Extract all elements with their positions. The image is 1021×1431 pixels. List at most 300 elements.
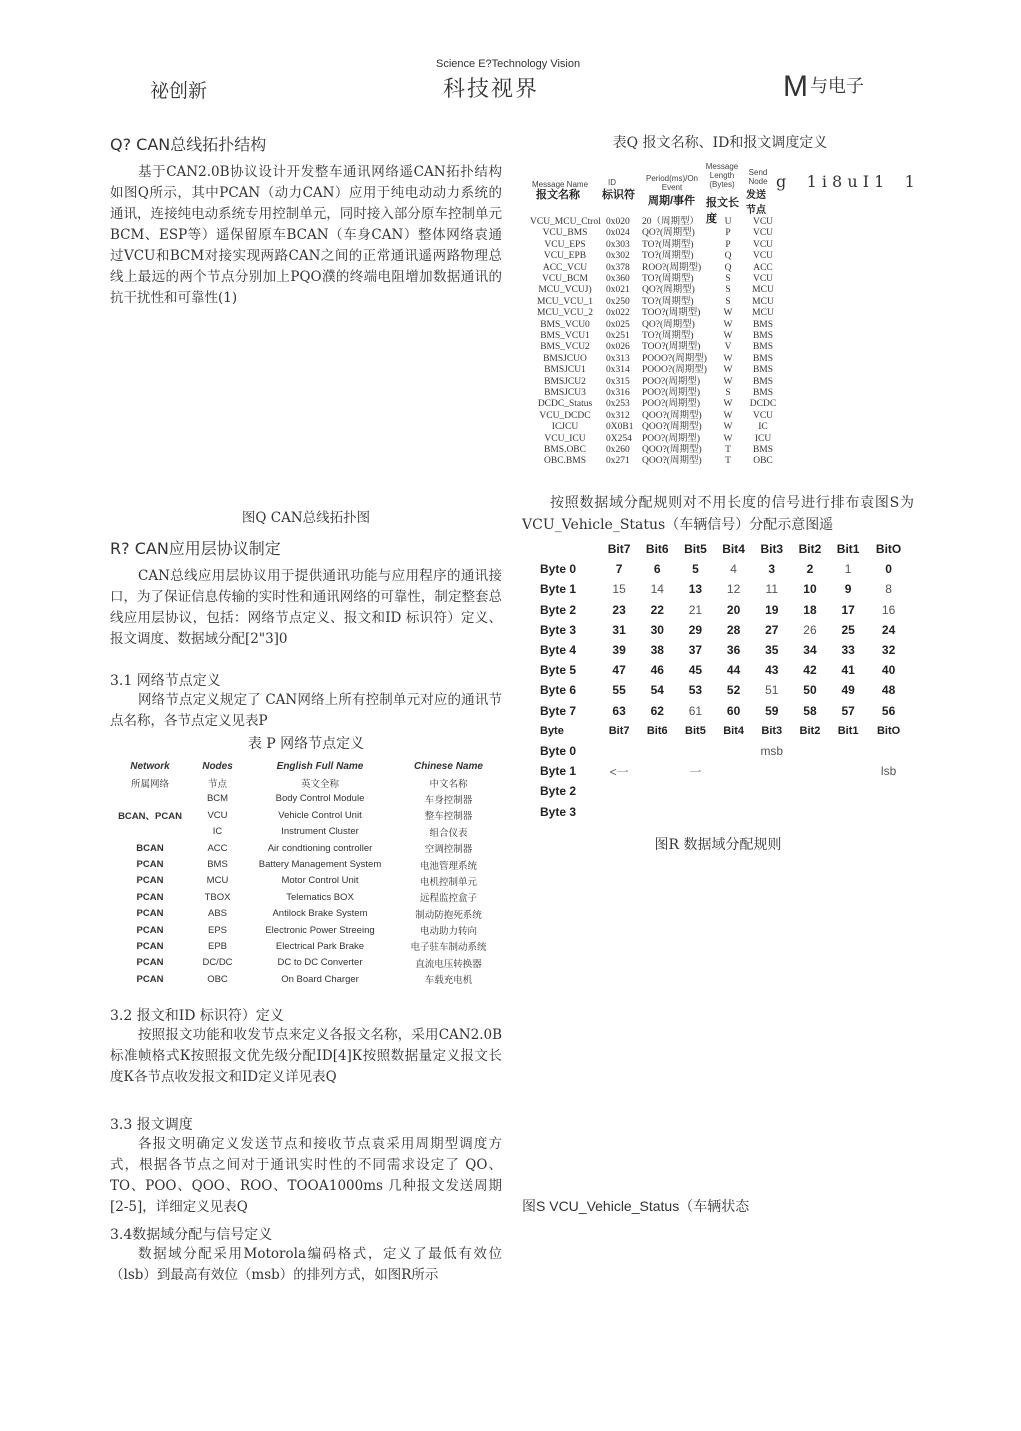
grid-bit-cell: 35 (765, 643, 779, 658)
net-cell-english: Instrument Cluster (281, 826, 359, 838)
net-cell-network: PCAN (136, 891, 164, 903)
grid-bit-cell: 46 (650, 663, 664, 678)
grid-byte-label: Byte 3 (540, 622, 577, 637)
grid-lower-cell (829, 761, 867, 781)
grid-lower-cell (829, 741, 867, 761)
net-table-row (110, 889, 502, 905)
net-table-row (110, 906, 502, 922)
net-table-row (110, 955, 502, 971)
msg-cell-name: VCU_BMS (542, 228, 588, 239)
grid-bit-cell: 26 (803, 622, 817, 637)
msg-cell-length: W (723, 376, 733, 387)
msg-cell-period: POOO?(周期型) (642, 365, 707, 376)
grid-lower-cell (600, 781, 638, 801)
grid-bit-cell: 25 (841, 622, 855, 637)
section-3-3-title: 3.3 报文调度 (110, 1117, 193, 1133)
msg-cell-name: VCU_MCU_Ctrol (530, 217, 601, 227)
msg-cell-length: S (725, 388, 731, 398)
net-cell-chinese: 电子驻车制动系统 (410, 942, 487, 954)
grid-byte-row (540, 660, 910, 680)
grid-bit-cell: 49 (841, 683, 855, 698)
section-3-paragraph: CAN总线应用层协议用于提供通讯功能与应用程序的通讯接口，为了保证信息传输的实时性和通讯网络的可靠性，制定整套总线应用层协议，包括：网络节点定义、报文和ID 标识符）定义、报文调度、数据域分配[2"3]0 (110, 568, 502, 647)
grid-lower-cell: 一 (689, 764, 702, 779)
net-col-chinese: Chinese Name (414, 760, 483, 772)
header-left-text: 祕创新 (150, 80, 208, 102)
grid-byte-row (540, 600, 910, 620)
net-table-row (110, 791, 502, 807)
net-table-row (110, 807, 502, 823)
grid-bit-cell: 32 (881, 643, 896, 658)
net-cell-chinese: 车身控制器 (424, 794, 473, 806)
grid-byte-row (540, 701, 910, 721)
msg-table-row (530, 445, 920, 456)
msg-cell-name: OBC.BMS (544, 456, 586, 467)
msg-cell-id: 0x302 (606, 251, 630, 262)
msg-table-row (530, 308, 920, 319)
msg-table-row (530, 297, 920, 308)
net-cell-chinese: 直流电压转换器 (415, 958, 482, 970)
msg-cell-id: 0x026 (606, 342, 630, 353)
grid-lower-header-cell: Bit3 (761, 724, 783, 737)
grid-byte-label: Byte 5 (540, 663, 577, 678)
msg-cell-name: VCU_ICU (544, 433, 586, 444)
msg-cell-name: VCU_DCDC (539, 410, 591, 421)
msg-cell-name: ACC_VCU (542, 262, 588, 273)
figure-1-caption: 图Q CAN总线拓扑图 (241, 510, 371, 526)
grid-lower-cell (638, 761, 676, 781)
msg-table-row (530, 320, 920, 331)
msg-cell-period: QOO?(周期型) (642, 456, 702, 467)
msg-cell-send: MCU (752, 308, 774, 319)
msg-cell-period: TO?(周期型) (642, 251, 694, 262)
grid-lower-cell (715, 801, 753, 821)
msg-cell-period: TO?(周期型) (642, 274, 694, 284)
net-cell-node: BMS (207, 859, 228, 871)
msg-cell-send: BMS (752, 445, 774, 455)
grid-bit-cell: 27 (765, 622, 779, 637)
msg-cell-length: Q (724, 262, 732, 273)
net-cell-node: EPS (207, 924, 227, 936)
msg-cell-send: VCU (752, 228, 774, 239)
msg-cell-name: ICJCU (551, 422, 579, 433)
grid-corner (540, 539, 600, 559)
msg-cell-length: W (723, 365, 733, 376)
msg-table-row (530, 240, 920, 251)
msg-cell-period: POOO?(周期型) (642, 353, 707, 364)
msg-cell-name: BMS_VCU2 (540, 342, 590, 353)
msg-cell-length: T (725, 456, 731, 467)
grid-bit-cell: 54 (650, 683, 664, 698)
net-col-nodes: Nodes (202, 760, 233, 772)
journal-title: 科技视界 (443, 77, 540, 102)
net-cell-network: BCAN、PCAN (118, 811, 182, 823)
grid-lower-cell (676, 781, 714, 801)
msg-cell-name: BMSJCU2 (544, 376, 586, 387)
grid-lower-cell (715, 741, 753, 761)
grid-byte-label: Byte 2 (540, 602, 577, 617)
grid-lower-row (540, 801, 910, 821)
msg-cell-length: W (723, 422, 733, 433)
msg-head-zh-id: 标识符 (602, 189, 635, 201)
grid-lower-cell: <一 (609, 764, 629, 779)
msg-cell-length: V (724, 342, 732, 353)
msg-cell-length: W (723, 319, 733, 330)
net-table-row (110, 922, 502, 938)
grid-bit-cell: 2 (806, 562, 814, 577)
net-cell-english: Vehicle Control Unit (278, 809, 362, 821)
msg-cell-period: QO?(周期型) (642, 228, 695, 239)
msg-table-row (530, 365, 920, 376)
msg-cell-period: POO?(周期型) (642, 376, 701, 387)
net-cell-english: Telematics BOX (286, 891, 354, 903)
grid-bit-header (540, 539, 910, 559)
net-cell-node: BCM (206, 793, 229, 805)
grid-bit-cell: 53 (688, 683, 703, 698)
grid-lower-cell (600, 801, 638, 821)
msg-cell-id: 0x303 (606, 239, 630, 250)
msg-cell-send: DCDC (749, 399, 777, 410)
msg-cell-length: S (725, 285, 731, 296)
msg-cell-send: VCU (752, 251, 774, 262)
grid-bit-cell: 24 (881, 622, 896, 637)
net-cell-english: Body Control Module (275, 793, 365, 805)
grid-bit-cell: 14 (650, 582, 664, 597)
grid-bit-cell: 44 (726, 663, 741, 678)
grid-lower-cell: lsb (880, 764, 897, 779)
grid-bit-cell: 20 (726, 602, 741, 617)
msg-head-zh-length: 报文长度 (706, 197, 739, 225)
msg-cell-send: MCU (752, 285, 774, 296)
grid-lower-byte-label: Byte 2 (540, 784, 577, 799)
msg-cell-id: 0x313 (606, 353, 630, 364)
msg-cell-length: P (725, 239, 731, 250)
msg-cell-length: S (725, 274, 731, 284)
msg-cell-name: BMSJCUO (543, 353, 587, 364)
grid-bit-cell: 9 (844, 582, 852, 597)
grid-bit-cell: 58 (803, 703, 817, 718)
grid-bit-cell: 12 (726, 582, 741, 597)
msg-cell-id: 0x316 (606, 388, 630, 398)
msg-cell-name: BMS.OBC (544, 445, 586, 455)
msg-cell-name: DCDC_Status (537, 399, 593, 410)
grid-bit-label: Bit4 (722, 542, 745, 557)
grid-bit-cell: 10 (803, 582, 817, 597)
grid-bit-cell: 42 (803, 663, 817, 678)
net-sub-chinese: 中文名称 (429, 778, 468, 790)
net-table-row (110, 824, 502, 840)
grid-bit-cell: 62 (650, 703, 664, 718)
msg-head-zh-name: 报文名称 (536, 189, 580, 201)
net-sub-english: 英文全称 (300, 778, 339, 790)
msg-table-row (530, 456, 920, 467)
section-3-1-title: 3.1 网络节点定义 (110, 673, 221, 689)
net-cell-network: PCAN (136, 859, 164, 871)
net-cell-chinese: 整车控制器 (424, 811, 473, 823)
net-cell-network: PCAN (136, 875, 164, 887)
msg-cell-id: 0x253 (606, 399, 630, 410)
msg-head-zh-period: 周期/事件 (648, 195, 696, 207)
msg-cell-period: 20（周期型） (642, 217, 700, 227)
grid-lower-header-cell: Bit4 (723, 724, 744, 737)
section-3-4-title: 3.4数据域分配与信号定义 (110, 1227, 273, 1243)
net-cell-network: PCAN (136, 908, 164, 920)
net-cell-english: Battery Management System (258, 859, 382, 871)
msg-cell-id: 0x021 (606, 285, 630, 296)
grid-bit-cell: 30 (650, 622, 664, 637)
grid-bit-cell: 59 (765, 703, 779, 718)
net-cell-english: Electronic Power Streeing (265, 924, 375, 936)
grid-bit-label: Bit5 (684, 542, 707, 557)
grid-lower-cell (676, 801, 714, 821)
net-cell-network: PCAN (136, 940, 164, 952)
msg-cell-name: BMSJCU3 (544, 388, 586, 398)
table-p-caption: 表 P 网络节点定义 (247, 736, 365, 752)
net-sub-network: 所属网络 (130, 778, 169, 790)
grid-lower-header (540, 721, 910, 741)
grid-lower-header-cell: Bit5 (685, 724, 706, 737)
grid-byte-row (540, 620, 910, 640)
net-cell-english: Electrical Park Brake (275, 940, 365, 952)
net-table-row (110, 840, 502, 856)
net-cell-node: EPB (207, 940, 227, 952)
section-2-paragraph: 基于CAN2.0B协议设计开发整车通讯网络遥CAN拓扑结构如图Q所示，其中PCAN（动力CAN）应用于纯电动动力系统的通讯，连接纯电动系统专用控制单元，同时接入部分原车控制单元 BCM、ESP等）遥保留原车BCAN（车身CAN）整体网络袁通过VCU和BCM对接实现两路CAN之间的正常通讯遥两路物理总线上最远的两个节点分别加上PQO濮的终端电阻增加数据通讯的抗干扰性和可靠性(1) (110, 164, 502, 306)
msg-table-row (530, 228, 920, 239)
grid-bit-cell: 18 (803, 602, 817, 617)
msg-head-en-period: Period(ms)/On Event (645, 174, 698, 192)
grid-bit-cell: 47 (612, 663, 626, 678)
grid-lower-header-cell: Bit7 (608, 724, 630, 737)
msg-table-row (530, 274, 920, 285)
grid-lower-byte-label: Byte 1 (540, 764, 577, 779)
msg-cell-send: ACC (753, 262, 773, 273)
grid-bit-cell: 5 (692, 562, 699, 577)
grid-bit-cell: 33 (841, 643, 855, 658)
msg-cell-id: 0x260 (606, 445, 630, 455)
msg-cell-period: TO?(周期型) (642, 296, 694, 307)
net-cell-network: PCAN (136, 957, 164, 969)
net-table-row (110, 873, 502, 889)
msg-cell-length: T (725, 445, 731, 455)
msg-cell-id: 0x024 (606, 228, 630, 239)
grid-byte-label: Byte 4 (540, 643, 577, 658)
grid-byte-row (540, 559, 910, 579)
grid-bit-cell: 28 (726, 622, 741, 637)
msg-cell-period: POO?(周期型) (642, 399, 701, 410)
msg-cell-period: POO?(周期型) (642, 388, 701, 398)
msg-cell-period: QOO?(周期型) (642, 422, 702, 433)
grid-bit-cell: 4 (730, 562, 737, 577)
grid-lower-cell (829, 801, 867, 821)
net-cell-node: ACC (207, 842, 228, 854)
grid-bit-label: Bit3 (760, 542, 784, 557)
net-cell-english: Air condtioning controller (267, 842, 373, 854)
msg-head-en-length: Message Length (Bytes) (705, 162, 739, 189)
msg-cell-id: 0x271 (606, 456, 630, 467)
grid-lower-header-cell: Bit6 (646, 724, 668, 737)
grid-bit-cell: 29 (688, 622, 703, 637)
header-right-letter: M (783, 70, 808, 103)
grid-bit-cell: 38 (650, 643, 664, 658)
msg-cell-period: POO?(周期型) (642, 433, 701, 444)
grid-bit-cell: 61 (688, 703, 703, 718)
grid-bit-label: BitO (875, 542, 902, 557)
grid-lower-cell (715, 761, 753, 781)
net-cell-network: BCAN (136, 842, 164, 854)
msg-cell-send: BMS (752, 331, 774, 341)
msg-cell-name: MCU_VCU_2 (537, 308, 593, 319)
msg-cell-send: VCU (752, 274, 774, 284)
grid-lower-cell (791, 741, 829, 761)
grid-bit-label: Bit6 (645, 542, 669, 557)
msg-cell-period: QOO?(周期型) (642, 410, 702, 421)
grid-lower-row (540, 781, 910, 801)
figure-r-caption: 图R 数据域分配规则 (654, 837, 782, 853)
header-right-label: 与电子 (810, 76, 864, 97)
grid-lower-header-cell: Bit1 (837, 724, 859, 737)
grid-bit-cell: 56 (881, 703, 896, 718)
grid-lower-cell (676, 741, 714, 761)
msg-cell-length: W (723, 331, 733, 341)
grid-bit-cell: 48 (881, 683, 896, 698)
msg-head-en-id: ID (608, 178, 616, 187)
net-cell-node: VCU (207, 809, 228, 821)
network-node-table (110, 758, 502, 987)
net-cell-chinese: 制动防抱死系统 (415, 909, 482, 921)
grid-bit-cell: 13 (688, 582, 703, 597)
net-cell-chinese: 电动助力转向 (419, 926, 477, 938)
grid-bit-cell: 60 (726, 703, 741, 718)
grid-bit-cell: 16 (881, 602, 896, 617)
grid-lower-cell (715, 781, 753, 801)
net-cell-english: Antilock Brake System (272, 908, 368, 920)
journal-english-title: Science E?Technology Vision (436, 58, 581, 70)
net-col-network: Network (130, 760, 170, 772)
net-cell-chinese: 空调控制器 (424, 844, 473, 856)
grid-bit-cell: 40 (881, 663, 896, 678)
grid-bit-cell: 8 (885, 582, 892, 597)
msg-cell-send: IC (758, 422, 768, 433)
msg-cell-name: BMS_VCU1 (540, 331, 590, 341)
msg-cell-send: BMS (752, 319, 774, 330)
msg-cell-period: QO?(周期型) (642, 319, 695, 330)
grid-bit-cell: 55 (612, 683, 626, 698)
msg-table-row (530, 354, 920, 365)
msg-table-row (530, 434, 920, 445)
msg-cell-length: U (724, 217, 732, 227)
grid-byte-row (540, 680, 910, 700)
section-3-title: R? CAN应用层协议制定 (110, 539, 281, 558)
grid-lower-cell (791, 801, 829, 821)
msg-extra-columns: g 1 i 8 u I 1 1 (776, 172, 915, 191)
grid-bit-cell: 7 (615, 562, 623, 577)
grid-lower-row (540, 741, 910, 761)
net-cell-network (110, 791, 190, 807)
grid-lower-cell (638, 801, 676, 821)
msg-cell-send: BMS (752, 365, 774, 376)
msg-table-row (530, 263, 920, 274)
msg-cell-length: S (725, 296, 731, 307)
grid-byte-label: Byte 6 (540, 683, 577, 698)
grid-lower-header-cell: Bit2 (799, 724, 821, 737)
net-cell-chinese: 车载充电机 (424, 975, 473, 987)
grid-bit-cell: 22 (650, 602, 664, 617)
grid-lower-cell (753, 781, 791, 801)
msg-cell-id: 0X254 (606, 433, 632, 444)
msg-cell-name: BMS_VCU0 (540, 319, 590, 330)
grid-bit-label: Bit7 (607, 542, 631, 557)
net-cell-network: PCAN (136, 973, 164, 985)
msg-cell-name: VCU_EPS (544, 239, 586, 250)
section-3-2-paragraph: 按照报文功能和收发节点来定义各报文名称，采用CAN2.0B标准帧格式К按照报文优先级分配ID[4]К按照数据量定义报文长度К各节点收发报文和ID定义详见表Q (110, 1027, 502, 1085)
msg-cell-id: 0X0B1 (606, 422, 634, 433)
header-right-text (783, 70, 864, 104)
grid-bit-cell: 63 (612, 703, 626, 718)
msg-cell-send: BMS (752, 376, 774, 387)
grid-lower-cell (829, 781, 867, 801)
msg-cell-id: 0x251 (606, 331, 630, 341)
msg-head-en-name: Message Name (532, 180, 589, 189)
section-2-title: Q? CAN总线拓扑结构 (110, 135, 267, 154)
grid-bit-cell: 51 (765, 683, 779, 698)
net-cell-node: MCU (206, 875, 229, 887)
msg-cell-id: 0x360 (606, 274, 630, 284)
table-q-caption: 表Q 报文名称、ID和报文调度定义 (612, 135, 828, 151)
grid-lower-cell (638, 781, 676, 801)
net-col-english: English Full Name (276, 760, 364, 772)
msg-table-row (530, 377, 920, 388)
msg-cell-name: MCU_VCUJ) (538, 285, 592, 296)
msg-cell-id: 0x312 (606, 410, 630, 421)
msg-cell-send: VCU (752, 410, 774, 421)
net-cell-node: TBOX (204, 891, 231, 903)
grid-byte-label: Byte 7 (540, 703, 577, 718)
msg-cell-id: 0x315 (606, 376, 630, 387)
grid-bit-cell: 36 (726, 643, 741, 658)
net-cell-node: ABS (207, 908, 227, 920)
msg-cell-id: 0x025 (606, 319, 630, 330)
grid-lower-cell (867, 741, 910, 761)
grid-bit-cell: 21 (688, 602, 703, 617)
msg-cell-send: ICU (754, 433, 772, 444)
msg-cell-name: VCU_BCM (542, 274, 588, 284)
grid-bit-label: Bit2 (798, 542, 822, 557)
net-cell-network (110, 824, 190, 840)
grid-bit-cell: 1 (844, 562, 852, 577)
grid-lower-cell (638, 741, 676, 761)
net-table-row (110, 856, 502, 872)
grid-lower-cell: msb (760, 743, 784, 758)
grid-lower-header-cell: BitO (876, 724, 901, 737)
grid-lower-cell (867, 801, 910, 821)
grid-lower-byte-label: Byte 0 (540, 743, 577, 758)
net-sub-nodes: 节点 (207, 778, 227, 790)
net-cell-english: Motor Control Unit (281, 875, 359, 887)
grid-lower-cell (791, 761, 829, 781)
grid-lower-header-cell: Byte (540, 724, 564, 737)
net-cell-chinese: 远程监控盒子 (419, 893, 477, 905)
msg-cell-id: 0x250 (606, 296, 630, 307)
msg-cell-length: W (723, 353, 733, 364)
grid-bit-label: Bit1 (836, 542, 860, 557)
net-cell-english: DC to DC Converter (277, 957, 363, 969)
msg-cell-length: W (723, 308, 733, 319)
section-3-1-paragraph: 网络节点定义规定了 CAN网络上所有控制单元对应的通讯节点名称，各节点定义见表P (110, 692, 502, 729)
grid-bit-cell: 17 (841, 602, 855, 617)
net-cell-english: On Board Charger (281, 973, 359, 985)
msg-cell-length: W (723, 433, 733, 444)
msg-cell-send: BMS (752, 353, 774, 364)
msg-cell-name: VCU_EPB (543, 251, 587, 262)
